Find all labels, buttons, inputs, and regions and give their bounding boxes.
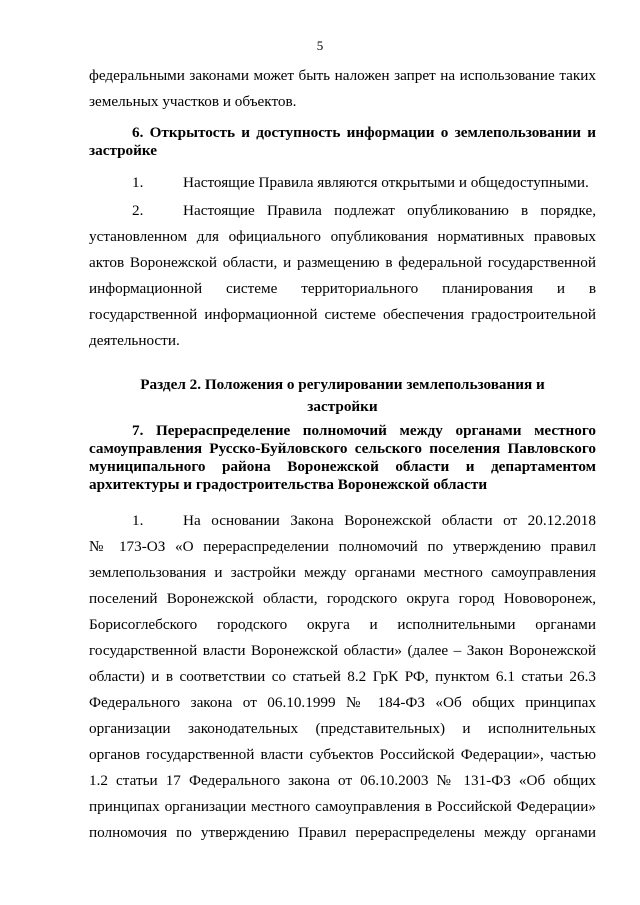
text-line: земельных участков и объектов.: [89, 93, 297, 110]
section-6-item-2: [89, 198, 596, 354]
text-line: государственной власти Воронежской области» (далее – Закон Воронежской: [89, 642, 596, 659]
text-line: установленном для официального опубликования нормативных правовых: [89, 228, 596, 245]
text-line: актов Воронежской области, и размещению в федеральной государственной: [89, 254, 596, 271]
text-line: федеральными законами может быть наложен запрет на использование таких: [89, 67, 596, 84]
text-line: деятельности.: [89, 332, 180, 349]
text-line: полномочия по утверждению Правил перераспределены между органами: [89, 824, 596, 841]
heading-line: архитектуры и градостроительства Воронежской области: [89, 476, 488, 493]
heading-line: муниципального района Воронежской области и департаментом: [89, 458, 596, 475]
heading-line: застройке: [89, 142, 157, 159]
text-line: органов государственной власти субъектов Российской Федерации», частью: [89, 746, 596, 763]
razdel-2-title: [89, 372, 596, 398]
razdel-2-title-cont: [89, 398, 596, 416]
heading-line: 7. Перераспределение полномочий между органами местного: [132, 422, 596, 439]
text-line: Федерального закона от 06.10.1999 № 184-ФЗ «Об общих принципах: [89, 694, 596, 711]
title-line: застройки: [307, 398, 378, 415]
text-line: информационной системе территориального планирования и в: [89, 280, 596, 297]
text-line: № 173-ОЗ «О перераспределении полномочий по утверждению правил: [89, 538, 596, 555]
section-6-heading: [89, 124, 596, 160]
text-line: государственной информационной системе обеспечения градостроительной: [89, 306, 596, 323]
item-text: Настоящие Правила подлежат опубликованию в порядке,: [183, 202, 596, 219]
intro-paragraph: [89, 63, 596, 115]
text-line: поселений Воронежской области, городского округа город Нововоронеж,: [89, 590, 596, 607]
section-7-heading: [89, 422, 596, 494]
text-line: 1.2 статьи 17 Федерального закона от 06.10.2003 № 131-ФЗ «Об общих: [89, 772, 596, 789]
text-line: организации законодательных (представительных) и исполнительных: [89, 720, 596, 737]
heading-line: 6. Открытость и доступность информации о землепользовании и: [132, 124, 596, 141]
item-number: 2.: [132, 202, 144, 219]
item-number: 1.: [132, 174, 144, 191]
item-text: На основании Закона Воронежской области от 20.12.2018: [183, 512, 596, 529]
text-line: области) и в соответствии со статьей 8.2 ГрК РФ, пунктом 6.1 статьи 26.3: [89, 668, 596, 685]
page-number: 5: [316, 38, 324, 53]
text-line: принципах организации местного самоуправления в Российской Федерации»: [89, 798, 596, 815]
heading-line: самоуправления Русско-Буйловского сельского поселения Павловского: [89, 440, 596, 457]
item-text: Настоящие Правила являются открытыми и общедоступными.: [183, 174, 589, 191]
text-line: землепользования и застройки между органами местного самоуправления: [89, 564, 596, 581]
title-line: Раздел 2. Положения о регулировании землепользования и: [140, 376, 545, 393]
section-7-item-1: [89, 508, 596, 846]
item-number: 1.: [132, 512, 144, 529]
text-line: Борисоглебского городского округа и исполнительными органами: [89, 616, 596, 633]
section-6-item-1: [89, 170, 596, 196]
